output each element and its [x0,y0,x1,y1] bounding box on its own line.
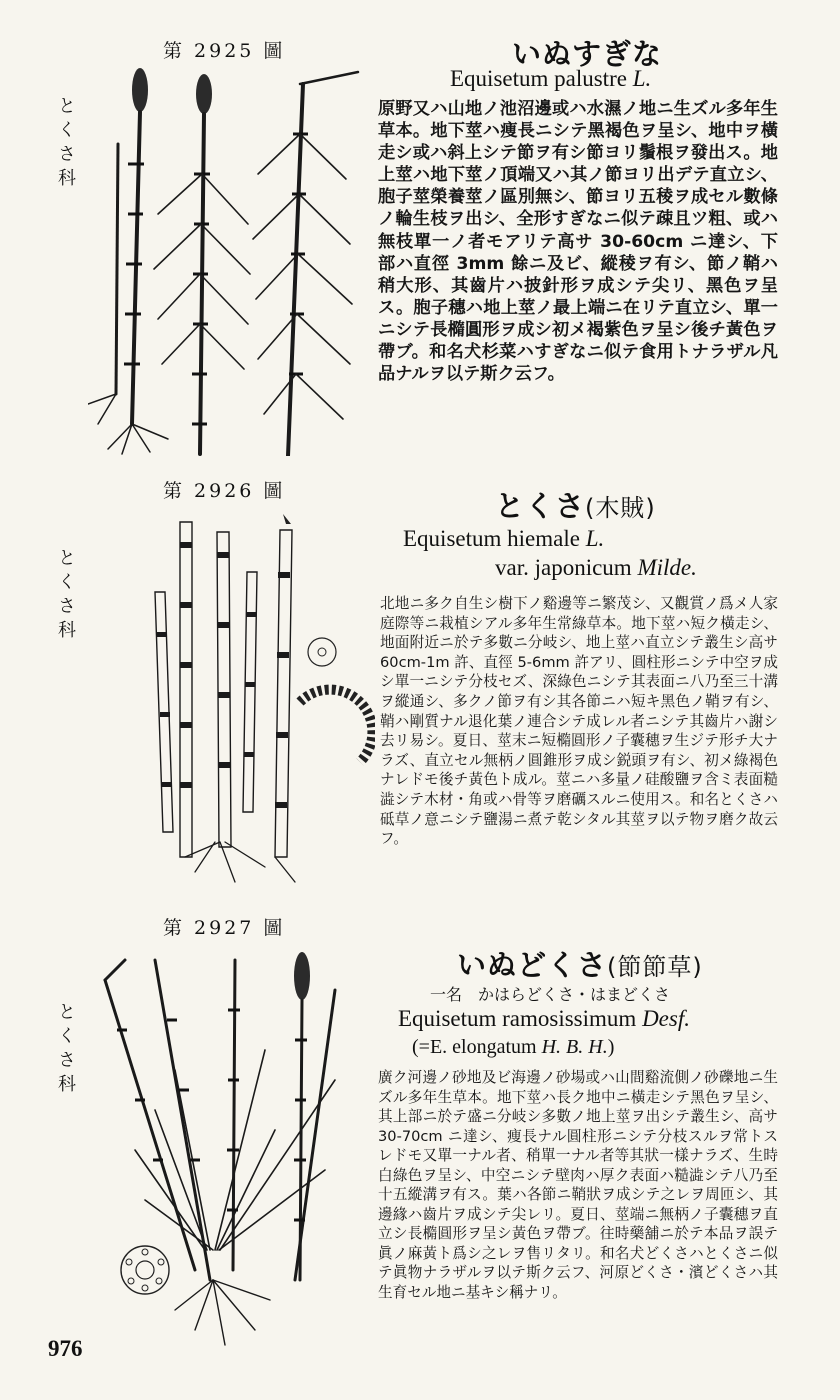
species-title: いぬどくさ(節節草) [457,948,703,982]
latin-name: Equisetum palustre L. [450,66,652,91]
illustration-equisetum-hiemale [125,512,375,892]
figure-number: 第 2926 圖 [163,480,286,502]
page-number: 976 [48,1336,83,1361]
latin-name: Equisetum ramosissimum Desf. [398,1006,690,1031]
species-title: とくさ(木賊) [495,489,656,523]
family-label: とくさ科 [55,96,76,192]
latin-variety: var. japonicum Milde. [495,555,697,580]
figure-number: 第 2925 圖 [163,40,286,62]
illustration-equisetum-palustre [88,64,370,456]
synonym: (=E. elongatum H. B. H.) [412,1036,615,1058]
family-label: とくさ科 [55,548,76,644]
description-text: 北地ニ多ク自生シ樹下ノ谿邊等ニ繁茂シ、又觀賞ノ爲メ人家庭際等ニ栽植シアル多年生常綠草本。地下莖ハ短ク橫走シ、地面附近ニ於テ多數ニ分岐シ、地上莖ハ直立シテ叢生シ高サ 60cm-1m 許、直徑 5-6mm 許アリ、圓柱形ニシテ中空ヲ成シ單一ニシテ分枝セズ、深綠色ニシテ其表面ニ八乃至三十溝ヲ縱通シ、多クノ節ヲ有シ其各節ニハ短キ黑色ノ鞘ヲ有シ、鞘ハ剛質ナル退化葉ノ連合シテ成レル者ニシテ其齒片ハ謝シ去リ易シ。夏日、莖末ニ短橢圓形ノ子囊穗ヲ生ジテ形チ大ナラズ、直立セル無柄ノ圓錐形ヲ成シ鋭頭ヲ有シ、初メ綠褐色ナレドモ後チ黃色ト成ル。莖ニハ多量ノ硅酸鹽ヲ含ミ表面糙澁シテ木材・角或ハ骨等ヲ磨礪スルニ使用ス。和名とくさハ砥草ノ意ニシテ鹽湯ニ煮テ乾シタル其莖ヲ以テ物ヲ磨ク故云フ。 [380,595,778,848]
description-text: 廣ク河邊ノ砂地及ビ海邊ノ砂場或ハ山間谿流側ノ砂礫地ニ生ズル多年生草本。地下莖ハ長ク地中ニ橫走シテ黑色ヲ呈シ、其上部ニ於テ盛ニ分岐シ多數ノ地上莖ヲ出シテ叢生シ、高サ 30-70cm ニ達シ、痩長ナル圓柱形ニシテ分枝スルヲ常トスレドモ又單一ナル者、稍單一ナル者等其狀一樣ナラズ、生時白綠色ヲ呈シ、中空ニシテ壁肉ハ厚ク表面ハ糙澁シテ八乃至十五縱溝ヲ有ス。葉ハ各節ニ鞘狀ヲ成シテ之レヲ周匝シ、其邊緣ハ齒片ヲ成シテ尖レリ。夏日、莖端ニ無柄ノ子囊穗ヲ直立シ長橢圓形ヲ呈シ黃色ヲ帶ブ。往時藥舖ニ於テ本品ヲ誤テ眞ノ麻黃ト爲シ之レヲ售リタリ。和名犬どくさハとくさニ似テ眞物ナラザルヲ以テ斯ク云フ、河原どくさ・濱どくさハ其生育セル地ニ基キシ稱ナリ。 [378,1069,778,1301]
latin-name: Equisetum hiemale L. [403,526,605,551]
figure-number: 第 2927 圖 [163,917,286,939]
alternate-names: 一名 かはらどくさ・はまどくさ [430,985,671,1004]
species-title: いぬすぎな [512,37,663,71]
description-text: 原野又ハ山地ノ池沼邊或ハ水濕ノ地ニ生ズル多年生草本。地下莖ハ痩長ニシテ黑褐色ヲ呈シ、地中ヲ橫走シ或ハ斜上シテ節ヲ有シ節ヨリ鬚根ヲ發出ス。地上莖ハ地下莖ノ頂端又ハ其ノ節ヨリ出デテ直立シ、胞子莖榮養莖ノ區別無シ、節ヨリ五稜ヲ成セル數條ノ輪生枝ヲ出シ、全形すぎなニ似テ疎且ツ粗、或ハ無枝單一ノ者モアリテ高サ 30-60cm ニ達シ、下部ハ直徑 3mm 餘ニ及ビ、縱稜ヲ有シ、節ノ鞘ハ稍大形、其齒片ハ披針形ヲ成シテ尖リ、黑色ヲ呈ス。胞子穗ハ地上莖ノ最上端ニ在リテ直立シ、單一ニシテ長橢圓形ヲ成シ初メ褐紫色ヲ呈シ後チ黃色ヲ帶ブ。和名犬杉菜ハすぎなニ似テ食用トナラザル凡品ナルヲ以テ斯ク云フ。 [378,99,778,385]
family-label: とくさ科 [55,1002,76,1098]
illustration-equisetum-ramosissimum [95,950,355,1360]
